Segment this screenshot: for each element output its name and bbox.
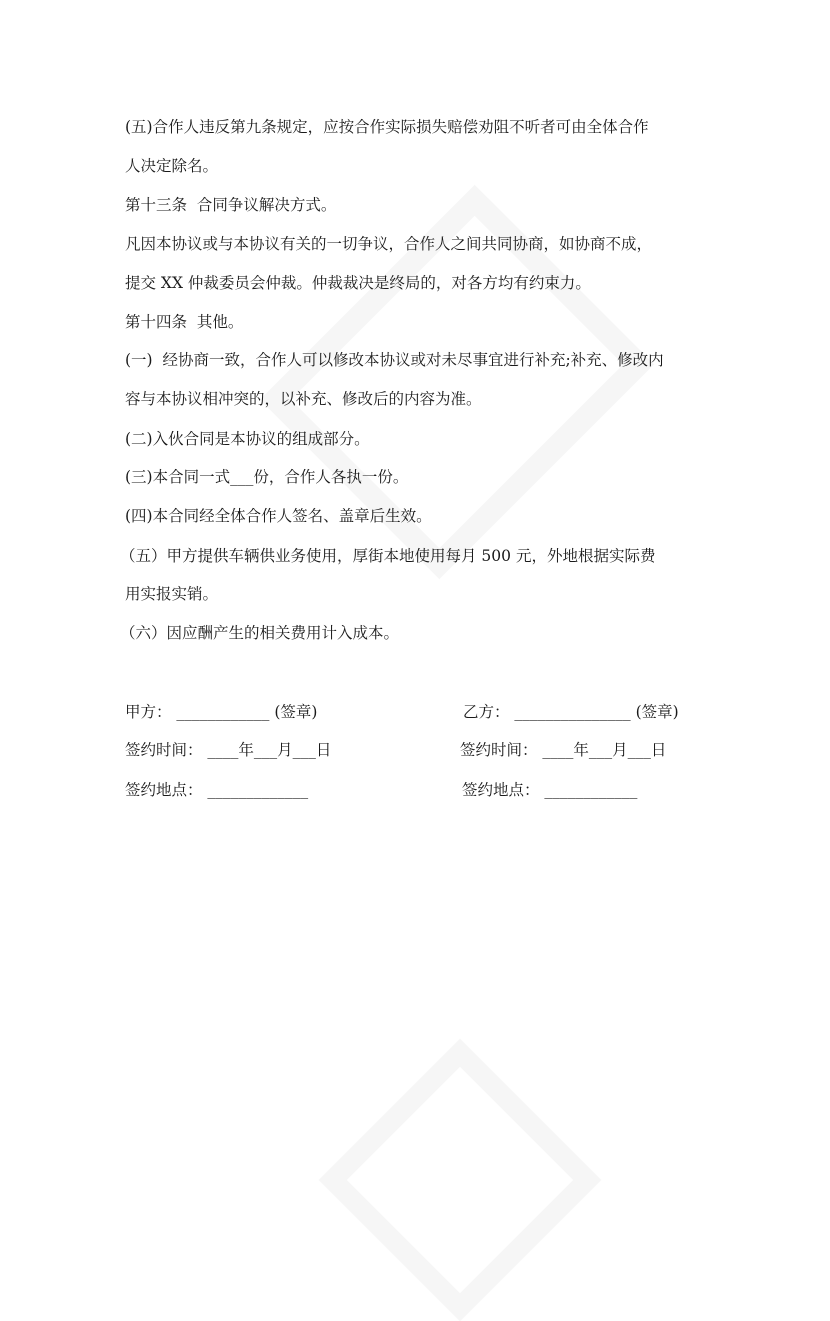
paragraph-line: (一) 经协商一致，合作人可以修改本协议或对未尽事宜进行补充;补充、修改内 — [125, 351, 664, 369]
party-b-signature: 乙方： _______________ (签章) — [463, 703, 679, 721]
party-a-place: 签约地点： _____________ — [125, 781, 309, 799]
paragraph-line: (五)合作人违反第九条规定，应按合作实际损失赔偿劝阻不听者可由全体合作 — [125, 118, 649, 136]
watermark — [319, 1039, 602, 1321]
article-heading: 第十四条 其他。 — [125, 313, 244, 331]
paragraph-line: （六）因应酬产生的相关费用计入成本。 — [120, 624, 400, 642]
paragraph-line: 容与本协议相冲突的，以补充、修改后的内容为准。 — [125, 390, 482, 408]
party-a-signature: 甲方： ____________ (签章) — [125, 703, 318, 721]
article-heading: 第十三条 合同争议解决方式。 — [125, 196, 337, 214]
party-b-date: 签约时间： ____年___月___日 — [460, 741, 667, 759]
paragraph-line: (四)本合同经全体合作人签名、盖章后生效。 — [125, 507, 432, 525]
paragraph-line: (二)入伙合同是本协议的组成部分。 — [125, 430, 370, 448]
paragraph-line: 用实报实销。 — [125, 585, 219, 603]
paragraph-line: (三)本合同一式___份，合作人各执一份。 — [125, 468, 409, 486]
paragraph-line: （五）甲方提供车辆供业务使用，厚街本地使用每月 500 元，外地根据实际费 — [120, 547, 656, 565]
paragraph-line: 人决定除名。 — [125, 157, 219, 175]
paragraph-line: 提交 XX 仲裁委员会仲裁。仲裁裁决是终局的，对各方均有约束力。 — [125, 274, 591, 292]
party-b-place: 签约地点： ____________ — [462, 781, 638, 799]
paragraph-line: 凡因本协议或与本协议有关的一切争议，合作人之间共同协商，如协商不成， — [125, 235, 653, 253]
party-a-date: 签约时间： ____年___月___日 — [125, 741, 332, 759]
